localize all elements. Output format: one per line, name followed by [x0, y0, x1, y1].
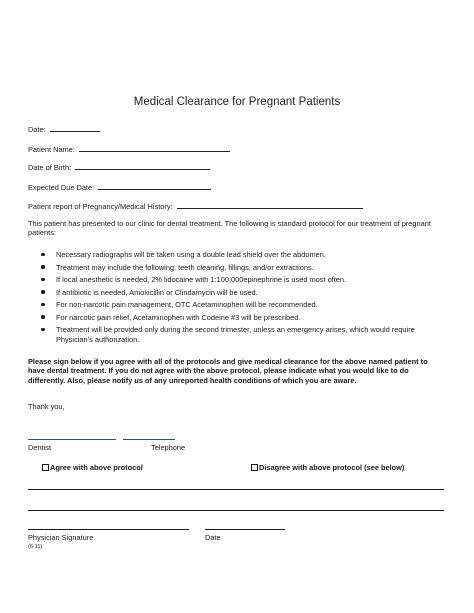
list-item-text: For non-narcotic pain management, OTC Acetaminophen will be recommended. — [56, 300, 318, 310]
physician-date-line[interactable] — [205, 529, 285, 530]
protocol-list — [28, 250, 446, 347]
list-item-text: Treatment will be provided only during the second trimester, unless an emergency arises, which would require Physician’s authorization. — [56, 325, 415, 344]
list-item — [28, 288, 446, 297]
list-item-text: If local anesthetic is needed, 2% lidocaine with 1:100,000epinephrine is used most often. — [56, 275, 347, 285]
disagree-checkbox[interactable] — [251, 464, 258, 471]
date-field — [28, 123, 100, 134]
physician-signature-label: Physician Signature — [28, 533, 94, 542]
due-date-label: Expected Due Date: — [28, 183, 95, 192]
list-item — [28, 250, 446, 259]
form-title: Medical Clearance for Pregnant Patients — [133, 96, 341, 108]
list-item — [28, 325, 446, 344]
bullet-icon — [41, 315, 45, 319]
list-item — [28, 313, 446, 322]
patient-name-label: Patient Name: — [28, 145, 75, 154]
dob-label: Date of Birth: — [28, 163, 72, 172]
list-item — [28, 300, 446, 309]
patient-name-field — [28, 143, 230, 154]
list-item-text: Necessary radiographs will be taken using a double lead shield over the abdomen. — [56, 250, 326, 259]
physician-signature-line[interactable] — [28, 529, 189, 530]
disagree-label: Disagree with above protocol (see below) — [259, 463, 405, 472]
list-item — [28, 275, 446, 284]
date-blank[interactable] — [50, 123, 100, 132]
date-label: Date: — [28, 125, 46, 134]
history-label: Patient report of Pregnancy/Medical History: — [28, 202, 173, 211]
patient-name-blank[interactable] — [79, 143, 230, 152]
telephone-line[interactable] — [123, 439, 175, 440]
bullet-icon — [41, 303, 45, 307]
due-date-blank[interactable] — [98, 181, 211, 190]
dob-field — [28, 161, 210, 172]
disagree-option[interactable] — [251, 463, 404, 472]
physician-date-label: Date — [205, 533, 221, 542]
intro-paragraph: This patient has presented to our clinic for dental treatment. The following is standard protocol for our treatment of pregnant patients: — [28, 219, 431, 238]
bullet-icon — [41, 253, 45, 257]
telephone-label: Telephone — [151, 443, 186, 452]
form-code: (6-11) — [28, 544, 43, 550]
list-item-text: For narcotic pain relief, Acetaminophen with Codeine #3 will be prescribed. — [56, 312, 301, 322]
dentist-label: Dentist — [28, 443, 52, 452]
comment-line[interactable] — [28, 489, 444, 490]
list-item — [28, 263, 446, 272]
list-item-text: Treatment may include the following: teeth cleaning, fillings, and/or extractions. — [56, 262, 314, 272]
bullet-icon — [41, 265, 45, 269]
dentist-signature-line[interactable] — [28, 439, 116, 440]
agree-checkbox[interactable] — [42, 464, 49, 471]
agree-label: Agree with above protocol — [50, 463, 143, 472]
history-field — [28, 200, 363, 211]
history-blank[interactable] — [177, 200, 363, 209]
instructions-paragraph: Please sign below if you agree with all of the protocols and give medical clearance for the above named patient to have dental treatment. If you do not agree with the above protocol, please indicate what you would like to do differently. Also, please notify us of any unreported health conditions of which you are aware. — [28, 357, 428, 385]
list-item-text: If antibiotic is needed, Amoxicillin or Clindamycin will be used. — [56, 287, 258, 297]
agree-option[interactable] — [42, 463, 143, 472]
bullet-icon — [41, 278, 45, 282]
dob-blank[interactable] — [75, 161, 210, 170]
comment-line[interactable] — [28, 510, 444, 511]
bullet-icon — [41, 290, 45, 294]
bullet-icon — [41, 328, 45, 332]
thank-you-text: Thank you, — [28, 402, 65, 411]
due-date-field — [28, 181, 211, 192]
